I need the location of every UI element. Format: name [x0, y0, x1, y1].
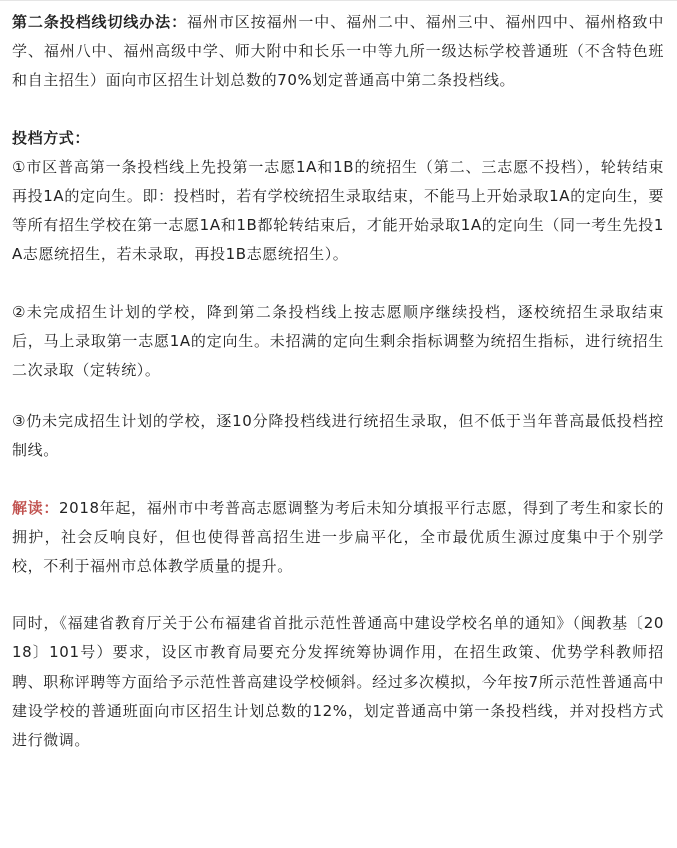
- text-cutoff-method: 福州市区按福州一中、福州二中、福州三中、福州四中、福州格致中学、福州八中、福州高级中学、师大附中和长乐一中等九所一级达标学校普通班（不含特色班和自主招生）面向市区招生计划总数的70%划定普通高中第二条投档线。: [12, 13, 664, 90]
- spacer: [12, 581, 664, 609]
- top-border: [0, 0, 677, 1]
- paragraph-cutoff-method: [12, 8, 664, 96]
- paragraph-admission-item-1: ①市区普高第一条投档线上先投第一志愿1A和1B的统招生（第二、三志愿不投档），轮转结束再投1A的定向生。即：投档时，若有学校统招生录取结束，不能马上开始录取1A的定向生，要等所有招生学校在第一志愿1A和1B都轮转结束后，才能开始录取1A的定向生（同一考生先投1A志愿统招生，若未录取，再投1B志愿统招生）。: [12, 157, 664, 264]
- paragraph-admission-item-3: ③仍未完成招生计划的学校，逐10分降投档线进行统招生录取，但不低于当年普高最低投档控制线。: [12, 412, 664, 460]
- heading-interpretation: 解读：: [12, 498, 60, 517]
- paragraph-admission-item-2: ②未完成招生计划的学校，降到第二条投档线上按志愿顺序继续投档，逐校统招生录取结束后，马上录取第一志愿1A的定向生。未招满的定向生剩余指标调整为统招生指标，进行统招生二次录取（定转统）。: [12, 302, 664, 380]
- heading-admission-method: 投档方式：: [12, 128, 91, 147]
- spacer: [12, 96, 664, 124]
- paragraph-notice: 同时，《福建省教育厅关于公布福建省首批示范性普通高中建设学校名单的通知》（闽教基〔2018〕101号）要求，设区市教育局要充分发挥统筹协调作用，在招生政策、优势学科教师招聘、职称评聘等方面给予示范性普高建设学校倾斜。经过多次模拟，今年按7所示范性普通高中建设学校的普通班面向市区招生计划总数的12%，划定普通高中第一条投档线，并对投档方式进行微调。: [12, 614, 664, 750]
- article-body: [12, 8, 664, 755]
- spacer: [12, 270, 664, 298]
- paragraph-interpretation: [12, 494, 664, 582]
- heading-cutoff-method: 第二条投档线切线办法：: [12, 13, 188, 31]
- spacer: [12, 466, 664, 494]
- spacer: [12, 385, 664, 407]
- text-interpretation: 2018年起，福州市中考普高志愿调整为考后未知分填报平行志愿，得到了考生和家长的拥护，社会反响良好，但也使得普高招生进一步扁平化，全市最优质生源过度集中于个别学校，不利于福州市总体教学质量的提升。: [12, 498, 664, 576]
